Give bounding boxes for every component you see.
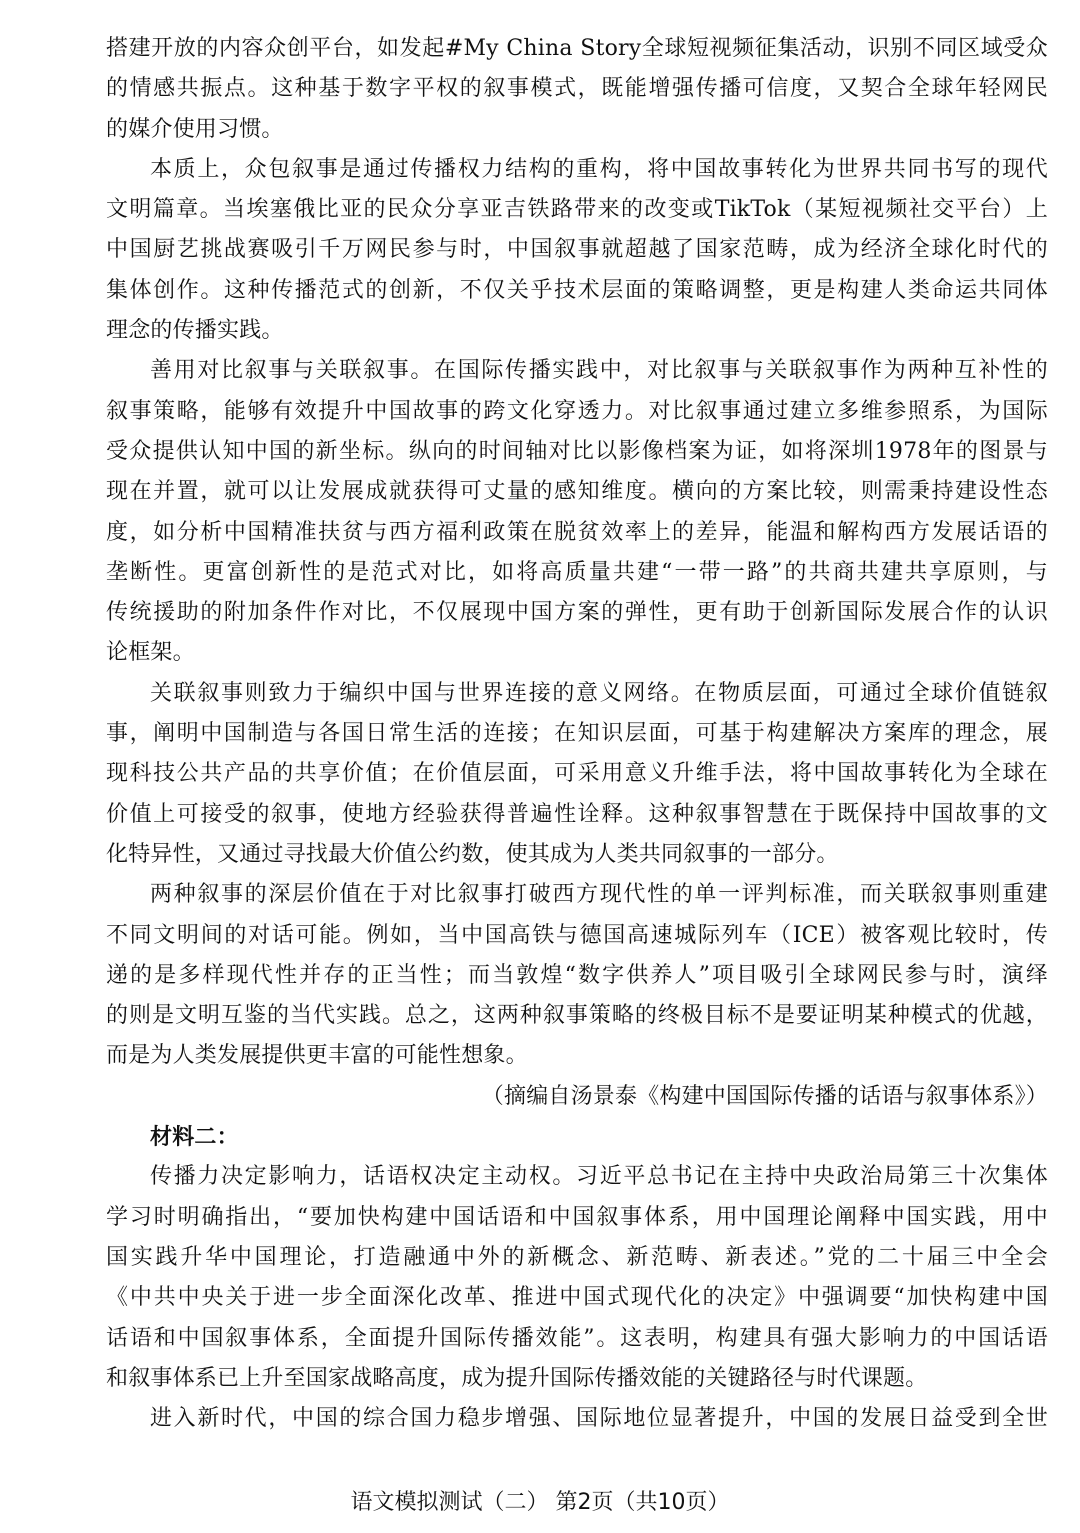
source-citation: （摘编自汤景泰《构建中国国际传播的话语与叙事体系》） <box>481 1083 1048 1109</box>
text-line: 国实践升华中国理论，打造融通中外的新概念、新范畴、新表述。”党的二十届三中全会 <box>106 1244 1048 1270</box>
text-line: 的则是文明互鉴的当代实践。总之，这两种叙事策略的终极目标不是要证明某种模式的优越， <box>106 1003 1048 1029</box>
text-line: 叙事策略，能够有效提升中国故事的跨文化穿透力。对比叙事通过建立多维参照系，为国际 <box>106 398 1048 424</box>
text-line: 不同文明间的对话可能。例如，当中国高铁与德国高速城际列车（ICE）被客观比较时，传 <box>106 922 1048 948</box>
text-line: 度，如分析中国精准扶贫与西方福利政策在脱贫效率上的差异，能温和解构西方发展话语的 <box>106 519 1048 545</box>
text-line: 集体创作。这种传播范式的创新，不仅关乎技术层面的策略调整，更是构建人类命运共同体 <box>106 277 1048 303</box>
text-line: 话语和中国叙事体系，全面提升国际传播效能”。这表明，构建具有强大影响力的中国话语 <box>106 1325 1048 1351</box>
paragraph-first-line: 进入新时代，中国的综合国力稳步增强、国际地位显著提升，中国的发展日益受到全世 <box>150 1406 1048 1432</box>
text-line: 化特异性，又通过寻找最大价值公约数，使其成为人类共同叙事的一部分。 <box>106 841 839 867</box>
paragraph-first-line: 关联叙事则致力于编织中国与世界连接的意义网络。在物质层面，可通过全球价值链叙 <box>150 680 1048 706</box>
text-line: 事，阐明中国制造与各国日常生活的连接；在知识层面，可基于构建解决方案库的理念，展 <box>106 721 1048 747</box>
text-line: 中国厨艺挑战赛吸引千万网民参与时，中国叙事就超越了国家范畴，成为经济全球化时代的 <box>106 237 1048 263</box>
text-line: 递的是多样现代性并存的正当性；而当敦煌“数字供养人”项目吸引全球网民参与时，演绎 <box>106 962 1048 988</box>
text-line: 受众提供认知中国的新坐标。纵向的时间轴对比以影像档案为证，如将深圳1978年的图景与 <box>106 438 1048 464</box>
text-line: 学习时明确指出，“要加快构建中国话语和中国叙事体系，用中国理论阐释中国实践，用中 <box>106 1204 1048 1230</box>
paragraph-first-line: 本质上，众包叙事是通过传播权力结构的重构，将中国故事转化为世界共同书写的现代 <box>150 156 1048 182</box>
paragraph-first-line: 两种叙事的深层价值在于对比叙事打破西方现代性的单一评判标准，而关联叙事则重建 <box>150 882 1048 908</box>
text-line: 垄断性。更富创新性的是范式对比，如将高质量共建“一带一路”的共商共建共享原则，与 <box>106 559 1048 585</box>
text-line: 的情感共振点。这种基于数字平权的叙事模式，既能增强传播可信度，又契合全球年轻网民 <box>106 76 1048 102</box>
text-line: 和叙事体系已上升至国家战略高度，成为提升国际传播效能的关键路径与时代课题。 <box>106 1365 928 1391</box>
text-line: 论框架。 <box>106 640 195 666</box>
text-line: 《中共中央关于进一步全面深化改革、推进中国式现代化的决定》中强调要“加快构建中国 <box>106 1285 1048 1311</box>
text-line: 而是为人类发展提供更丰富的可能性想象。 <box>106 1043 528 1069</box>
paragraph-first-line: 传播力决定影响力，话语权决定主动权。习近平总书记在主持中央政治局第三十次集体 <box>150 1164 1048 1190</box>
text-line: 传统援助的附加条件作对比，不仅展现中国方案的弹性，更有助于创新国际发展合作的认识 <box>106 600 1048 626</box>
page-footer: 语文模拟测试（二） 第2页（共10页） <box>350 1490 730 1515</box>
text-line: 现科技公共产品的共享价值；在价值层面，可采用意义升维手法，将中国故事转化为全球在 <box>106 761 1048 787</box>
text-line: 现在并置，就可以让发展成就获得可丈量的感知维度。横向的方案比较，则需秉持建设性态 <box>106 479 1048 505</box>
paragraph-first-line: 善用对比叙事与关联叙事。在国际传播实践中，对比叙事与关联叙事作为两种互补性的 <box>150 358 1048 384</box>
material-two-heading: 材料二： <box>150 1124 239 1151</box>
text-line: 价值上可接受的叙事，使地方经验获得普遍性诠释。这种叙事智慧在于既保持中国故事的文 <box>106 801 1048 827</box>
text-line: 搭建开放的内容众创平台，如发起#My China Story全球短视频征集活动，识别不同区域受众 <box>106 36 1048 61</box>
text-line: 理念的传播实践。 <box>106 318 284 344</box>
text-line: 的媒介使用习惯。 <box>106 116 284 142</box>
text-line: 文明篇章。当埃塞俄比亚的民众分享亚吉铁路带来的改变或TikTok（某短视频社交平台）上 <box>106 197 1048 223</box>
article-body <box>106 29 1048 1439</box>
